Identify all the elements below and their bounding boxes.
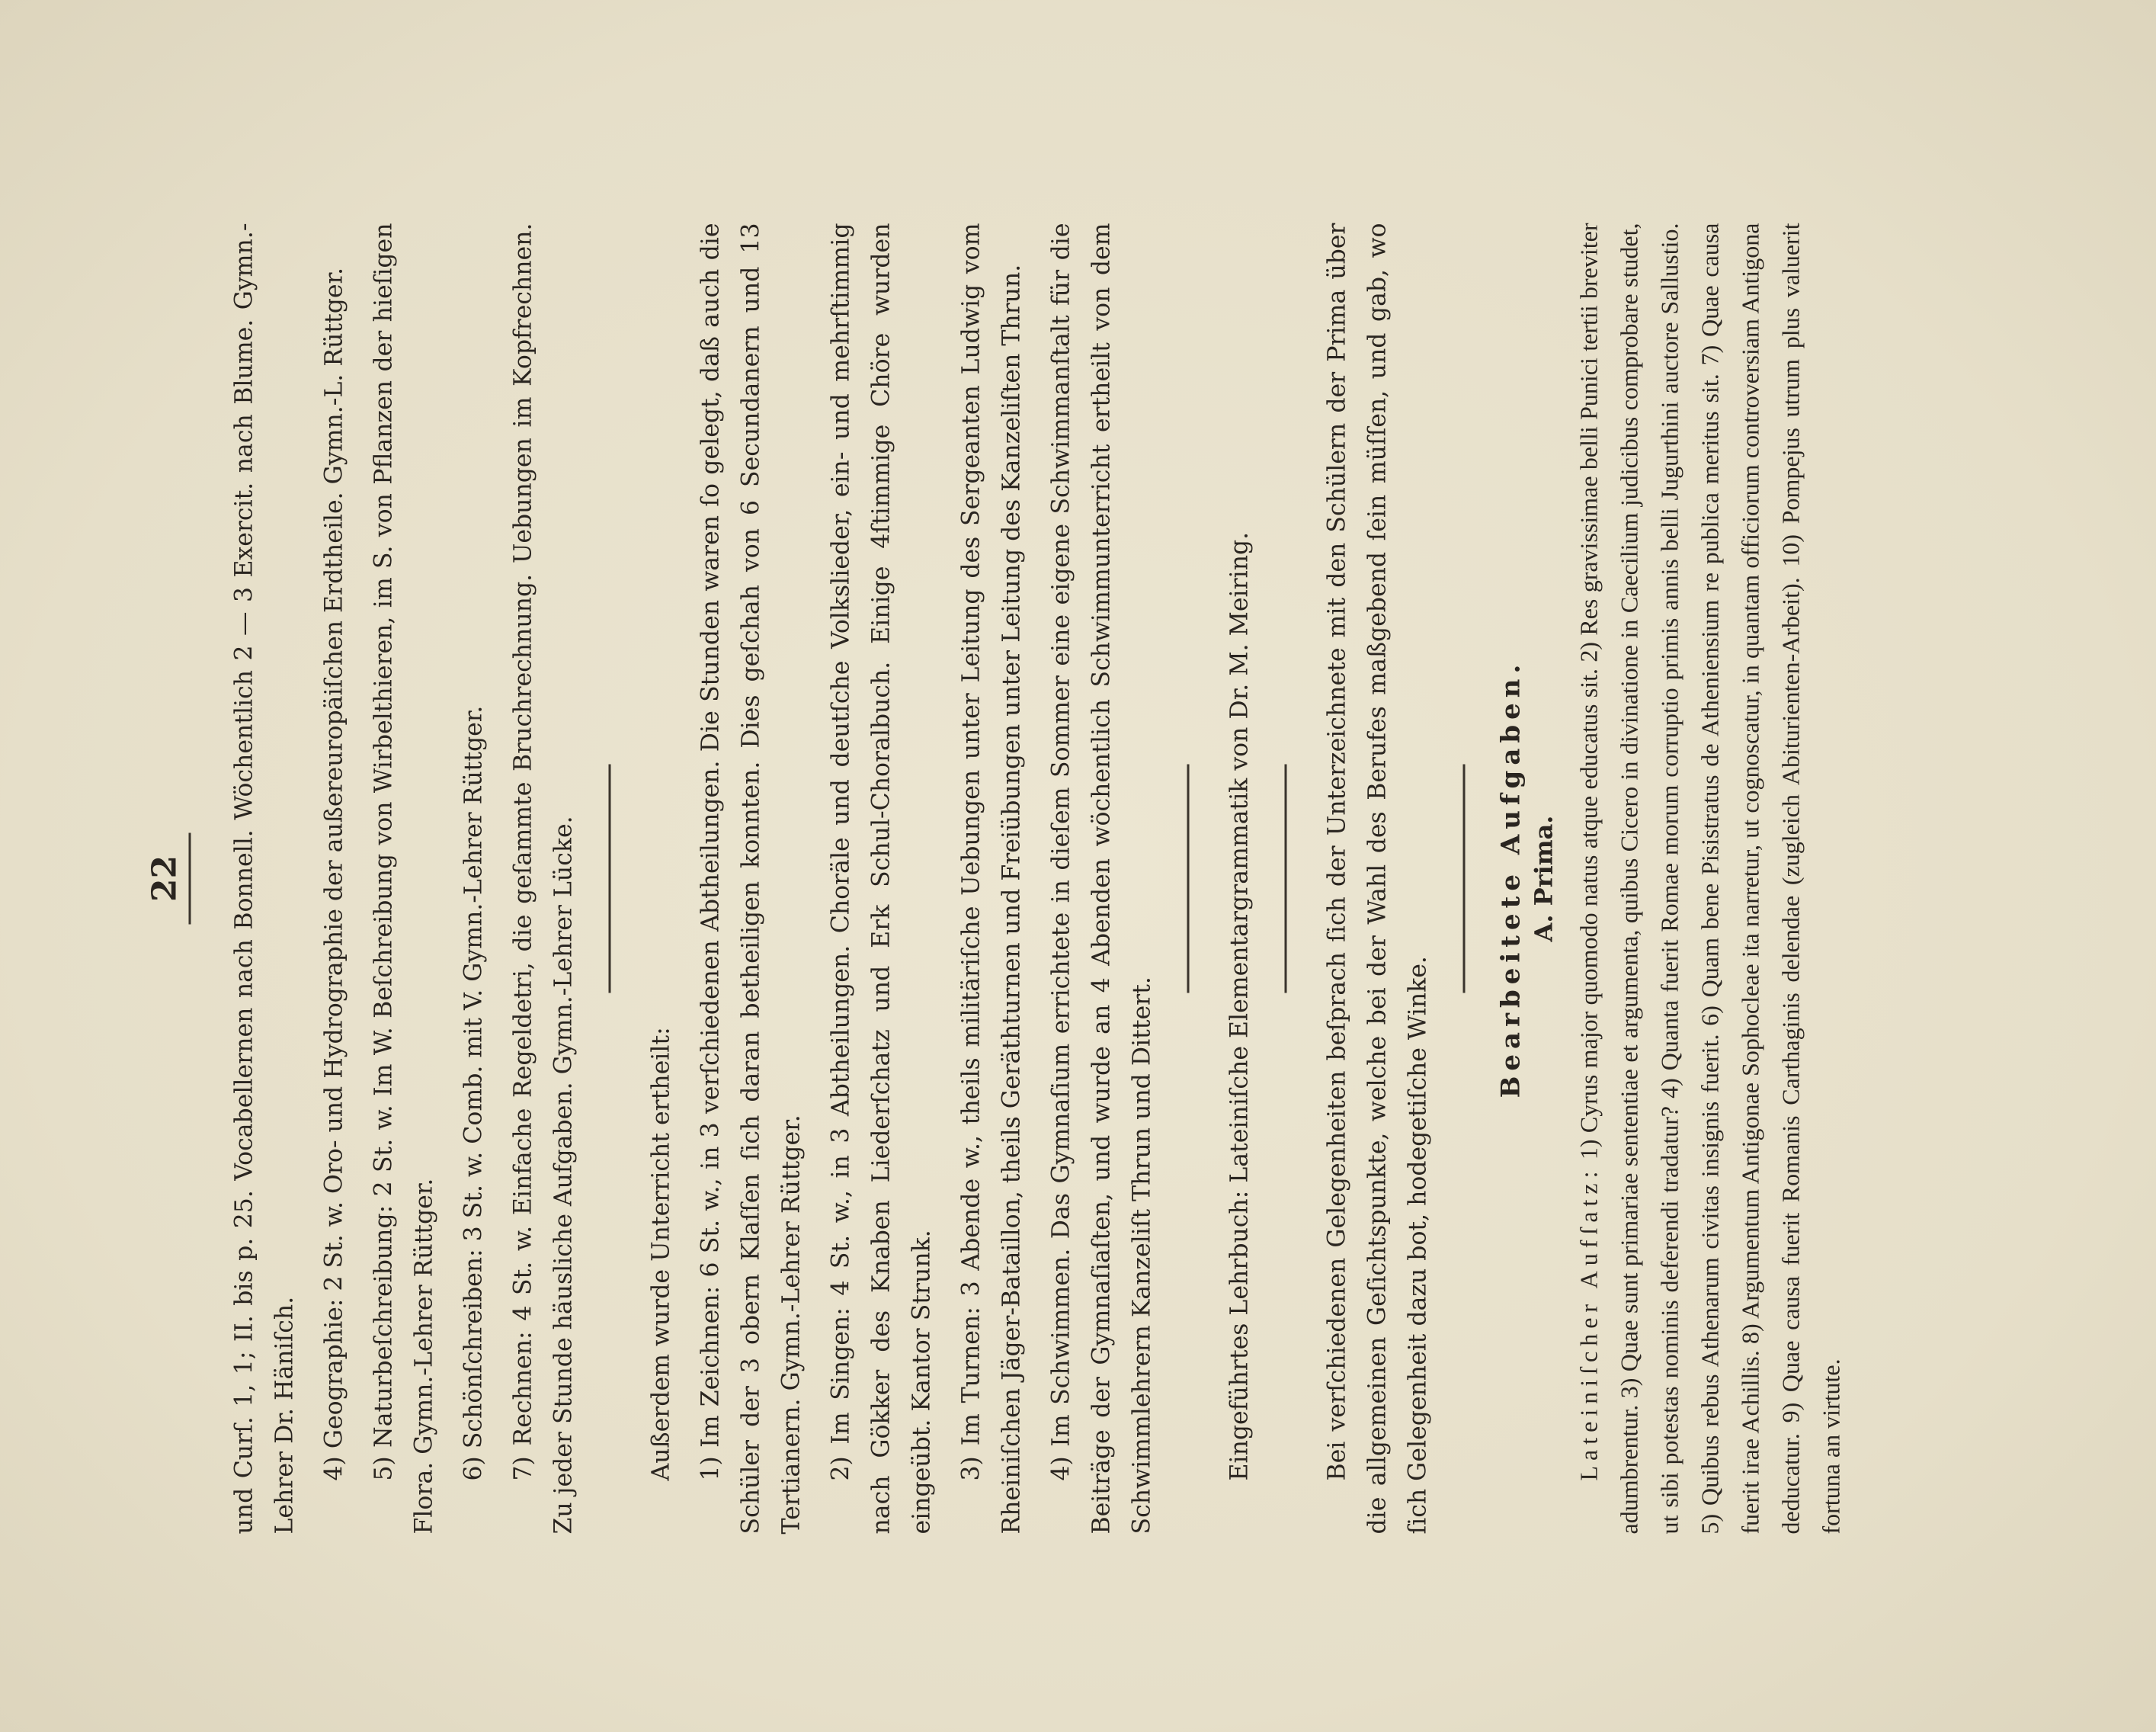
paragraph: 7) Rechnen: 4 St. w. Einfache Regeldetri, die geſammte Bruchrechnung. Uebungen im Kopfrechnen. Zu jeder Stunde häusliche Aufgaben. Gymn.-Lehrer Lücke. <box>509 223 577 1534</box>
paragraph: 4) Im Schwimmen. Das Gymnaſium errichtete in dieſem Sommer eine eigene Schwimmanſtalt für die Beiträge der Gymnaſiaſten, und wurde an 4 Abenden wöchentlich Schwimmunterricht ertheilt von dem Schwimmlehrern Kanzeliſt Thrun und Dittert. <box>1047 223 1155 1534</box>
paragraph: 1) Im Zeichnen: 6 St. w., in 3 verſchiedenen Abtheilungen. Die Stunden waren ſo gelegt, daß auch die Schüler der 3 obern Klaſſen ſich daran betheiligen konnten. Dies geſchah von 6 Secundanern und 13 Tertianern. Gymn.-Lehrer Rüttger. <box>697 223 805 1534</box>
latin-essay-text: 1) Cyrus major quomodo natus atque educatus sit. 2) Res gravissimae belli Punici tertii breviter adumbrentur. 3) Quae sunt primariae sententiae et argumenta, quibus Cicero in divinatione in Caecilium judicibus comprobare studet, ut sibi potestas nominis deferendi tradatur? 4) Quanta fuerit Romae morum corruptio primis annis belli Jugurthini auctore Sallustio. 5) Quibus rebus Athenarum civitas insignis fuerit. 6) Quam bene Pisistratus de Atheniensium re publica meritus sit. 7) Quae causa fuerit irae Achillis. 8) Argumentum Antigonae Sophocleae ita narretur, ut cognoscatur, in quantam officiorum controversiam Antigona deducatur. 9) Quae causa fuerit Romanis Carthaginis delendae (zugleich Abiturienten-Arbeit). 10) Pompejus utrum plus valuerit fortuna an virtute. <box>1575 222 1844 1534</box>
paragraph: 5) Naturbeſchreibung: 2 St. w. Im W. Beſchreibung von Wirbelthieren, im S. von Pflanzen der hieſigen Flora. Gymn.-Lehrer Rüttger. <box>370 223 437 1534</box>
divider <box>1187 764 1189 993</box>
divider <box>608 764 610 993</box>
divider <box>1462 764 1465 993</box>
paragraph: 4) Geographie: 2 St. w. Oro- und Hydrographie der außereuropäiſchen Erdtheile. Gymn.-L. Rüttger. <box>320 267 348 1480</box>
divider <box>1284 764 1286 993</box>
divider <box>188 832 191 924</box>
paragraph: und Curſ. 1, 1; II. bis p. 25. Vocabellernen nach Bonnell. Wöchentlich 2 — 3 Exercit. nach Blume. Gymn.-Lehrer Dr. Häniſch. <box>230 223 298 1534</box>
paragraph: 6) Schönſchreiben: 3 St. w. Comb. mit V. Gymn.-Lehrer Rüttger. <box>460 705 487 1480</box>
page-number: 22 <box>145 855 184 902</box>
paragraph: Bei verſchiedenen Gelegenheiten beſprach ſich der Unterzeichnete mit den Schülern der Prima über die allgemeinen Geſichtspunkte, welche bei der Wahl des Berufes maßgebend ſein müſſen, und gab, wo ſich Gelegenheit dazu bot, hodegetiſche Winke. <box>1323 223 1431 1534</box>
paragraph: Eingeführtes Lehrbuch: Lateiniſche Elementargrammatik von Dr. M. Meiring. <box>1225 531 1253 1480</box>
section-subheading: A. Prima. <box>1529 815 1558 941</box>
paragraph: 3) Im Turnen: 3 Abende w., theils militäriſche Uebungen unter Leitung des Sergeanten Ludwig vom Rheiniſchen Jäger-Bataillon, theils Geräthturnen und Freiübungen unter Leitung des Kanzeliſten Thrun. <box>957 223 1025 1534</box>
paragraph <box>1568 223 1851 1534</box>
section-heading: Bearbeitete Aufgaben. <box>1495 659 1526 1098</box>
latin-essay-block <box>1568 223 1851 1534</box>
paragraph: 2) Im Singen: 4 St. w., in 3 Abtheilungen. Choräle und deutſche Volkslieder, ein- und mehrſtimmig nach Gökker des Knaben Liederſchatz und Erk Schul-Choralbuch. Einige 4ſtimmige Chöre wurden eingeübt. Kantor Strunk. <box>827 223 935 1534</box>
paragraph: Außerdem wurde Unterricht ertheilt: <box>647 1026 674 1480</box>
latin-essay-label: Lateiniſcher Aufſatz: <box>1575 1165 1602 1480</box>
